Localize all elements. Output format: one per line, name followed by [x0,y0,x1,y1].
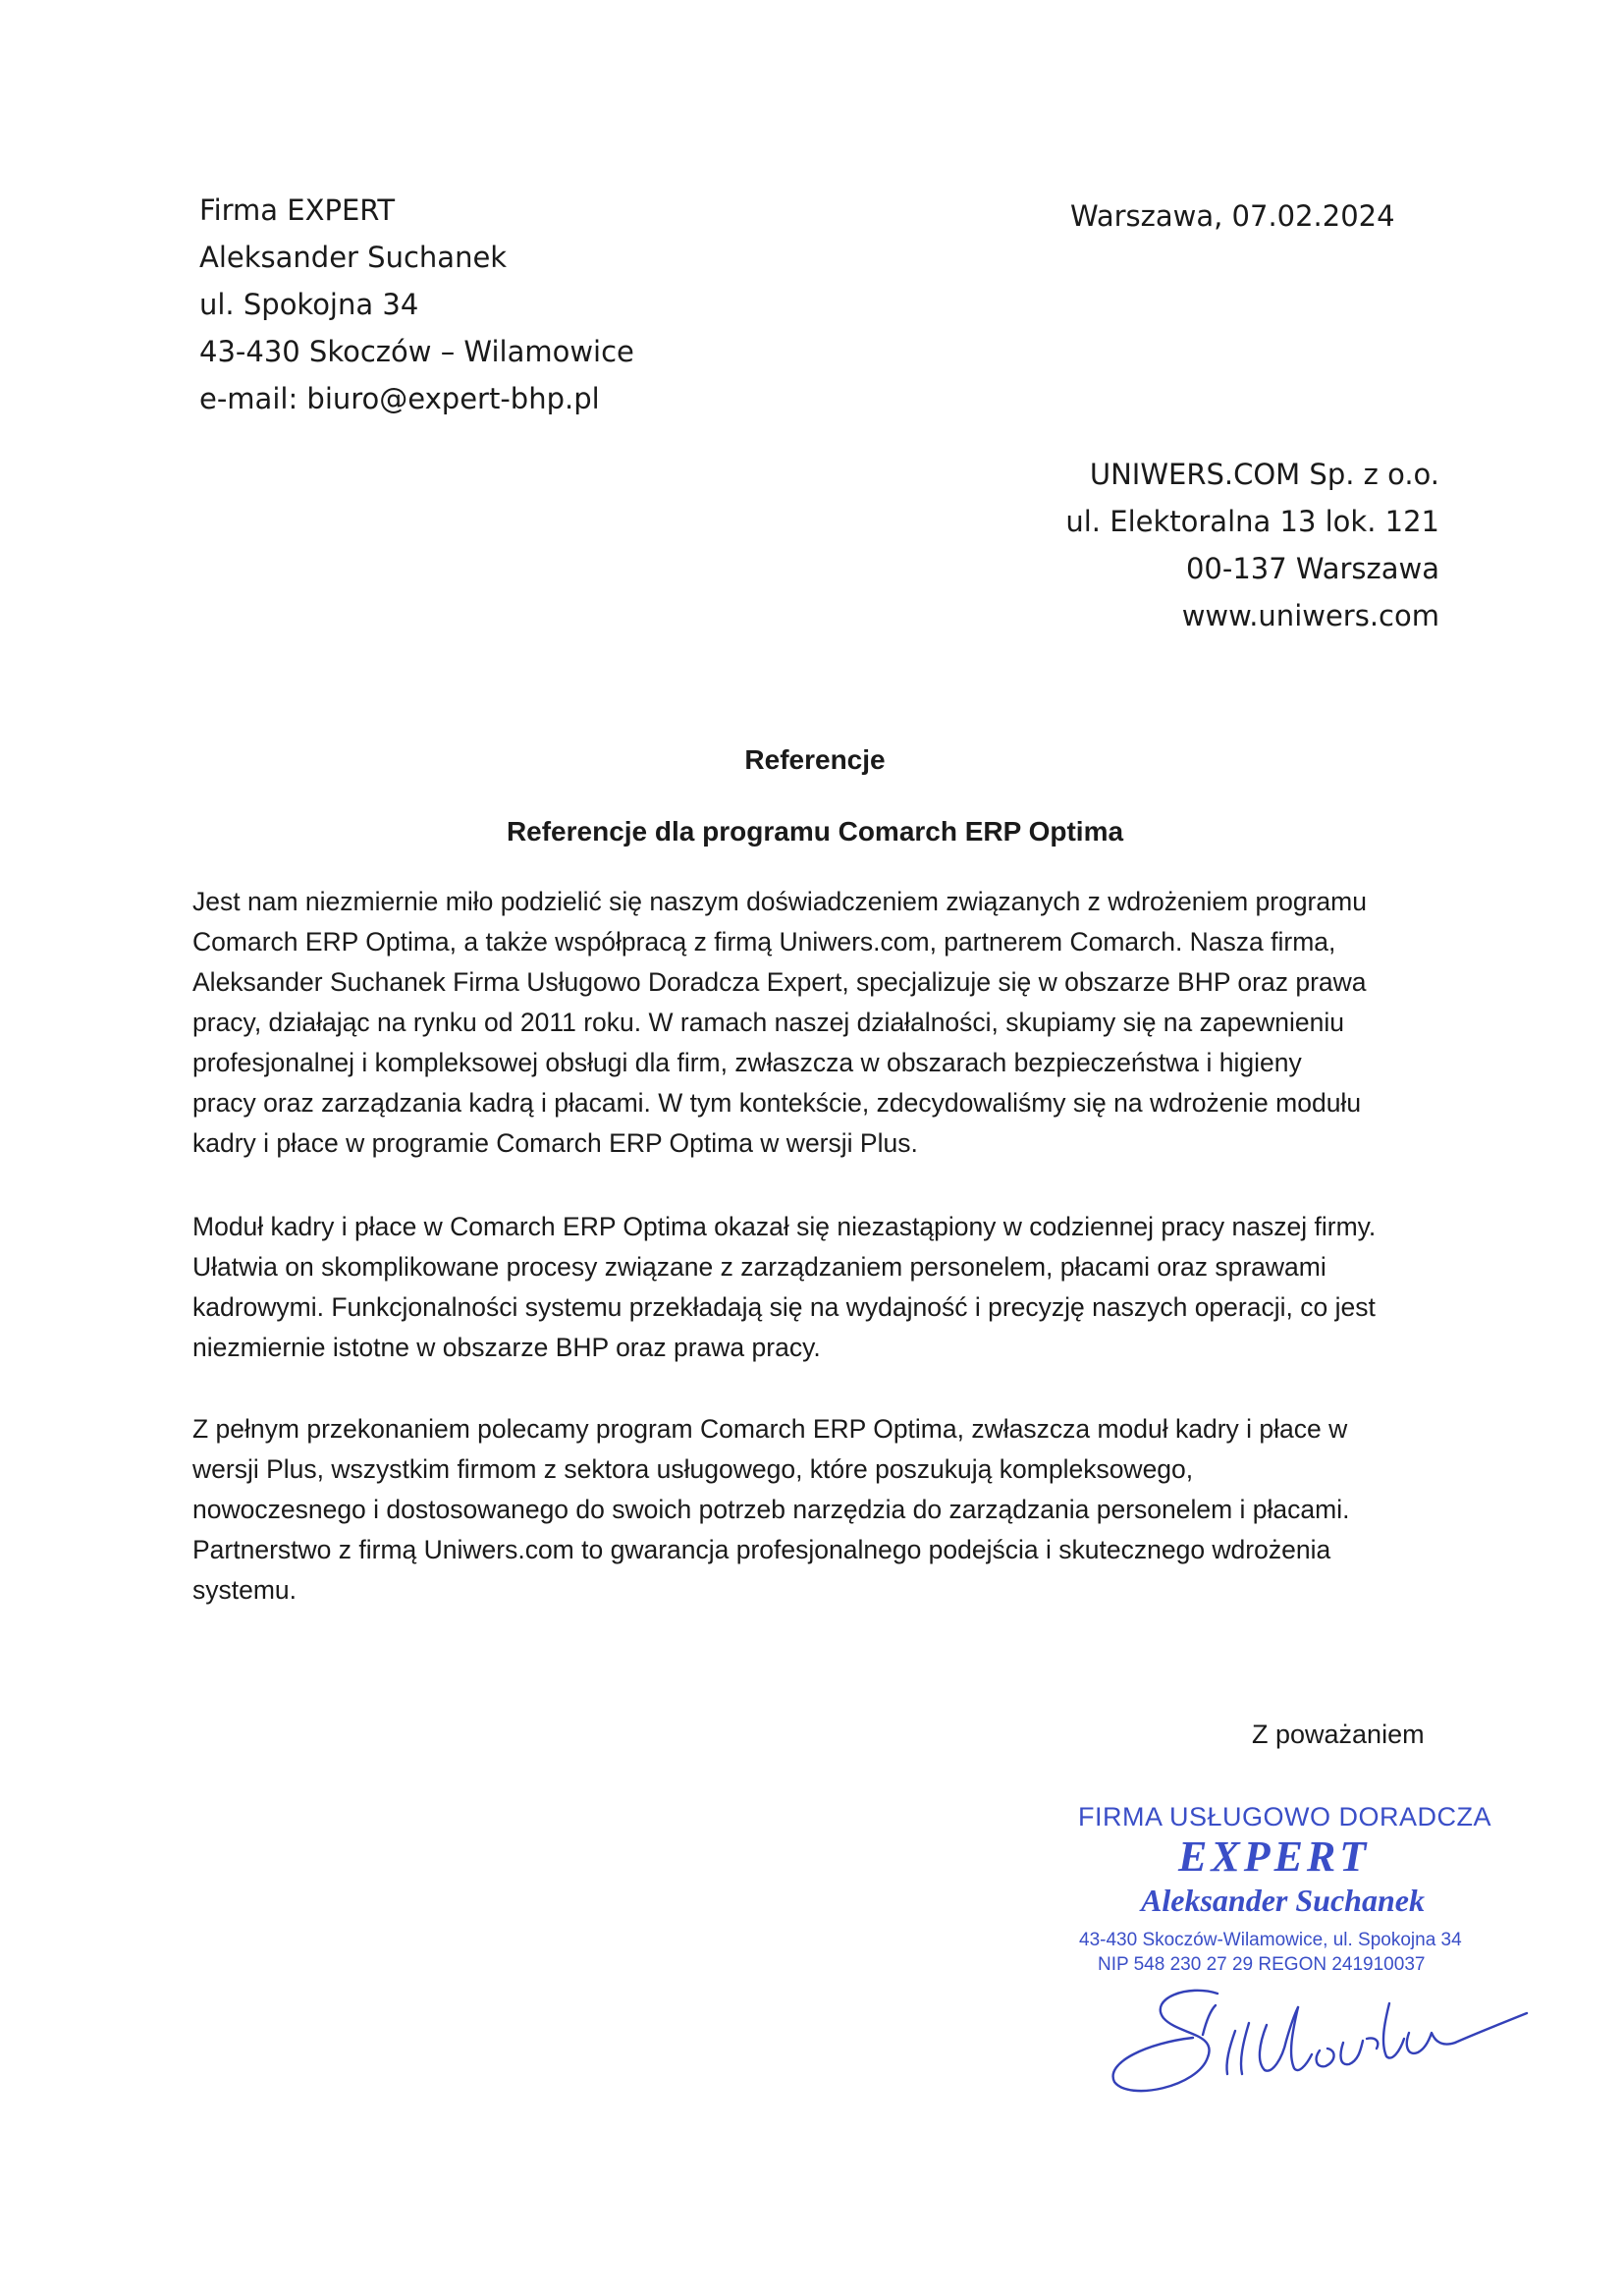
recipient-city: 00-137 Warszawa [1185,552,1439,585]
recipient-street: ul. Elektoralna 13 lok. 121 [1065,505,1439,538]
sender-address-block [199,187,634,422]
sender-email: e-mail: biuro@expert-bhp.pl [199,382,600,415]
paragraph-1 [192,882,1439,1164]
paragraph-line: niezmiernie istotne w obszarze BHP oraz prawa pracy. [192,1333,821,1362]
handwritten-signature-icon [1110,1964,1532,2111]
sender-city: 43-430 Skoczów – Wilamowice [199,335,634,368]
stamp-owner-name: Aleksander Suchanek [1141,1883,1425,1918]
recipient-address-block [1065,451,1439,639]
paragraph-line: Jest nam niezmiernie miło podzielić się naszym doświadczeniem związanych z wdrożeniem programu [192,887,1367,916]
paragraph-line: systemu. [192,1575,298,1605]
paragraph-line: Moduł kadry i płace w Comarch ERP Optima okazał się niezastąpiony w codziennej pracy naszej firmy. [192,1212,1377,1241]
stamp-registration: NIP 548 230 27 29 REGON 241910037 [1098,1954,1426,1975]
paragraph-line: kadry i płace w programie Comarch ERP Optima w wersji Plus. [192,1128,918,1158]
paragraph-line: profesjonalnej i kompleksowej obsługi dla firm, zwłaszcza w obszarach bezpieczeństwa i higieny [192,1048,1302,1077]
paragraph-line: nowoczesnego i dostosowanego do swoich potrzeb narzędzia do zarządzania personelem i płacami. [192,1495,1350,1524]
place-and-date: Warszawa, 07.02.2024 [1070,199,1395,233]
paragraph-line: pracy oraz zarządzania kadrą i płacami. W tym kontekście, zdecydowaliśmy się na wdrożenie modułu [192,1088,1362,1118]
paragraph-2 [192,1207,1439,1368]
sender-street: ul. Spokojna 34 [199,288,419,321]
letter-subtitle: Referencje dla programu Comarch ERP Optima [506,816,1124,847]
stamp-address: 43-430 Skoczów-Wilamowice, ul. Spokojna 34 [1079,1930,1462,1950]
paragraph-line: wersji Plus, wszystkim firmom z sektora usługowego, które poszukują kompleksowego, [192,1454,1194,1484]
paragraph-line: Comarch ERP Optima, a także współpracą z firmą Uniwers.com, partnerem Comarch. Nasza firma, [192,927,1336,957]
letter-title: Referencje [744,744,886,775]
paragraph-line: Partnerstwo z firmą Uniwers.com to gwarancja profesjonalnego podejścia i skutecznego wdrożenia [192,1535,1331,1564]
stamp-company-name: EXPERT [1178,1832,1371,1881]
paragraph-line: Ułatwia on skomplikowane procesy związane z zarządzaniem personelem, płacami oraz sprawami [192,1252,1326,1282]
paragraph-line: kadrowymi. Funkcjonalności systemu przekładają się na wydajność i precyzję naszych operacji, co jest [192,1292,1376,1322]
paragraph-line: pracy, działając na rynku od 2011 roku. W ramach naszej działalności, skupiamy się na zapewnieniu [192,1008,1344,1037]
paragraph-line: Aleksander Suchanek Firma Usługowo Doradcza Expert, specjalizuje się w obszarze BHP oraz prawa [192,967,1367,997]
sender-company: Firma EXPERT [199,193,396,227]
sender-name: Aleksander Suchanek [199,241,508,274]
paragraph-3 [192,1409,1439,1611]
stamp-company-type: FIRMA USŁUGOWO DORADCZA [1078,1802,1492,1831]
closing-salutation: Z poważaniem [1252,1720,1425,1749]
recipient-company: UNIWERS.COM Sp. z o.o. [1089,458,1439,491]
recipient-website: www.uniwers.com [1181,599,1439,632]
paragraph-line: Z pełnym przekonaniem polecamy program Comarch ERP Optima, zwłaszcza moduł kadry i płace w [192,1414,1348,1444]
